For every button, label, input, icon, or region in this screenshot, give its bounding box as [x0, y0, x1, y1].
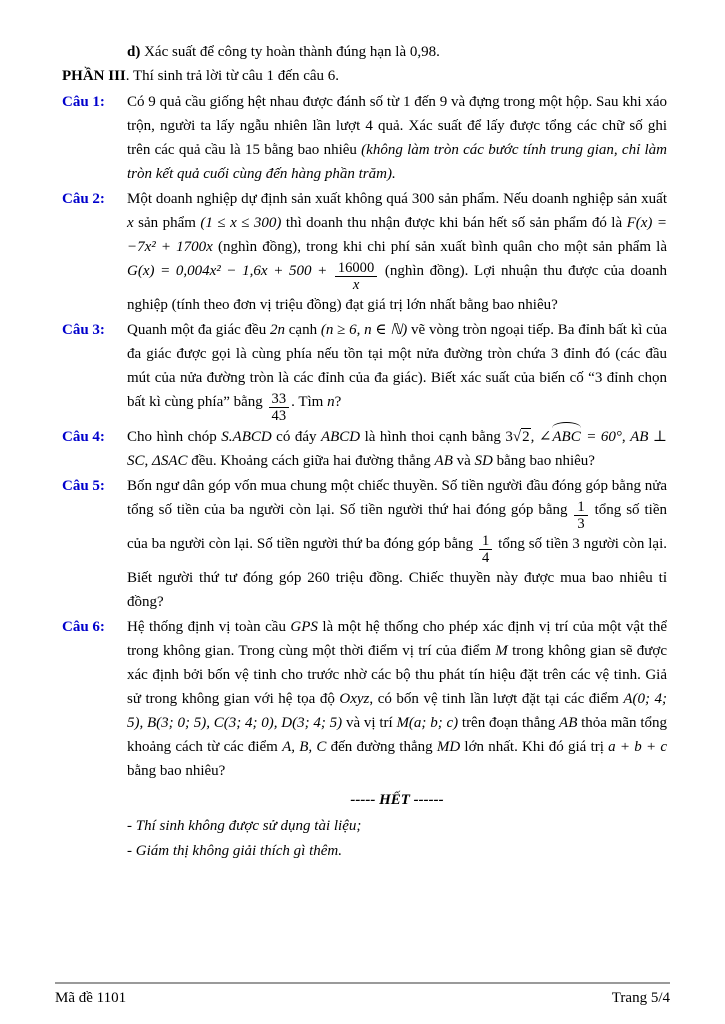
- text-segment: Một doanh nghiệp dự định sản xuất không quá 300 sản phẩm. Nếu doanh nghiệp sản xuất: [127, 191, 667, 207]
- question-label: Câu 4:: [62, 429, 105, 446]
- italic-segment: (không làm tròn các bước tính trung gian, chỉ làm tròn kết quả cuối cùng đến hàng phần trăm).: [127, 142, 668, 182]
- fraction-numerator: 1: [482, 532, 490, 549]
- statement-d: [127, 40, 667, 64]
- math-segment: G(x) = 0,004x² − 1,6x + 500 +: [127, 263, 333, 279]
- text-segment: sản phẩm: [133, 215, 201, 231]
- fraction: [333, 260, 379, 294]
- question-body: [127, 425, 667, 473]
- question-row: [62, 615, 667, 783]
- text-segment: ?: [334, 394, 342, 411]
- text-segment: (nghìn đồng), trong khi chi phí sản xuất bình quân cho một sản phẩm là: [212, 239, 667, 255]
- text-segment: Cho hình chóp: [127, 429, 222, 446]
- fraction-numerator: 16000: [337, 259, 375, 276]
- math-segment: = 60°: [581, 429, 622, 446]
- radicand: 2: [522, 429, 530, 446]
- question-label: Câu 1:: [62, 94, 105, 110]
- note-2: - Giám thị không giải thích gì thêm.: [127, 843, 342, 860]
- text-segment: (nghìn đồng). Lợi nhuận thu được của doanh nghiệp (tính theo đơn vị triệu đồng) đạt giá trị lớn nhất bằng bao nhiêu?: [127, 263, 667, 314]
- part-header-rest: . Thí sinh trả lời từ câu 1 đến câu 6.: [125, 68, 340, 84]
- part-header: [62, 64, 667, 88]
- fraction-denominator: 3: [574, 515, 587, 532]
- angle-arc-expression: ∠ABC: [539, 429, 582, 445]
- math-segment: ABCD: [320, 429, 361, 446]
- end-marker: ----- HẾT ------: [350, 792, 444, 809]
- math-segment: ,: [530, 429, 539, 446]
- text-segment: trên đoạn thẳng: [458, 715, 560, 732]
- math-segment: (n ≥ 6, n ∈ ℕ): [320, 322, 408, 339]
- text-segment: lớn nhất. Khi đó giá trị: [460, 739, 609, 756]
- footer-exam-code: Mã đề 1101: [55, 990, 127, 1006]
- text-segment: ,: [144, 453, 153, 470]
- text-segment: tổng số tiền của ba người còn lại. Số tiền người thứ ba đóng góp bằng: [127, 502, 667, 553]
- math-segment: GPS: [290, 619, 318, 636]
- question-label: Câu 5:: [62, 478, 105, 495]
- footer-page-number: Trang 5/4: [611, 990, 670, 1006]
- question-row: [62, 318, 667, 424]
- text-segment: , có bốn vệ tinh lần lượt đặt tại các điểm: [369, 691, 624, 708]
- text-segment: Hệ thống định vị toàn cầu: [127, 619, 291, 636]
- math-segment: Oxyz: [339, 691, 370, 708]
- text-segment: cạnh: [284, 322, 321, 339]
- text-segment: thỏa mãn tổng khoảng cách từ các điểm: [127, 715, 668, 756]
- page-footer: [55, 982, 670, 1008]
- math-segment: AB ⊥ SC: [127, 429, 667, 470]
- fraction: [267, 391, 292, 425]
- math-segment: AB: [559, 715, 578, 732]
- math-segment: n: [327, 394, 335, 411]
- fraction-numerator: 33: [271, 390, 287, 407]
- math-segment: SD: [474, 453, 493, 470]
- math-segment: x: [127, 215, 134, 231]
- fraction-denominator: 43: [269, 407, 290, 424]
- math-segment: AB: [434, 453, 453, 470]
- math-segment: M: [495, 643, 508, 660]
- sqrt-expression: 3√2: [505, 429, 530, 446]
- question-label: Câu 6:: [62, 619, 105, 636]
- text-segment: bằng bao nhiêu?: [492, 453, 595, 470]
- text-segment: là hình thoi cạnh bằng: [360, 429, 506, 446]
- fraction-denominator: 4: [479, 549, 492, 566]
- math-segment: F(x) = −7x² + 1700x: [127, 215, 668, 255]
- part-header-bold: PHẦN III: [62, 68, 126, 84]
- question-body: [127, 318, 667, 424]
- text-segment: tổng số tiền 3 người còn lại. Biết người thứ tư đóng góp 260 triệu đồng. Chiếc thuyền này được mua bao nhiêu tỉ đồng?: [127, 536, 667, 611]
- text-segment: và: [452, 453, 475, 470]
- text-segment: Bốn ngư dân góp vốn mua chung một chiếc thuyền. Số tiền người đầu đóng góp bằng nửa tổng số tiền của ba người còn lại. Số tiền người thứ hai đóng góp bằng: [127, 478, 667, 519]
- math-segment: S.ABCD: [221, 429, 272, 446]
- math-segment: MD: [436, 739, 461, 756]
- text-segment: vẽ vòng tròn ngoại tiếp. Ba đỉnh bất kì của đa giác được gọi là cùng phía nếu tồn tại một nửa đường tròn chứa 3 đỉnh đó (các đầu mút của nửa đường tròn là các đỉnh của đa giác). Biết xác suất của biến cố “3 đỉnh chọn bất kì cùng phía” bằng: [127, 322, 667, 411]
- question-body: [127, 474, 667, 614]
- math-segment: A(0; 4; 5), B(3; 0; 5), C(3; 4; 0), D(3; 4; 5): [127, 691, 668, 732]
- question-body: [127, 187, 667, 317]
- question-body: [127, 90, 667, 186]
- text-segment: là một hệ thống cho phép xác định vị trí của một vật thể trong không gian. Trong cùng một thời điểm vị trí của điểm: [127, 619, 667, 660]
- question-row: [62, 187, 667, 317]
- note-1: - Thí sinh không được sử dụng tài liệu;: [127, 818, 362, 835]
- math-segment: 2n: [269, 322, 285, 339]
- question-row: [62, 474, 667, 614]
- text-segment: ,: [621, 429, 631, 446]
- text-segment: thì doanh thu nhận được khi bán hết số sản phẩm đó là: [281, 215, 627, 231]
- fraction: [572, 499, 589, 533]
- text-segment: đều. Khoảng cách giữa hai đường thẳng: [187, 453, 435, 470]
- question-label: Câu 3:: [62, 322, 105, 339]
- fraction: [477, 533, 494, 567]
- math-segment: a + b + c: [608, 739, 667, 756]
- statement-d-label: d): [127, 44, 141, 60]
- text-segment: Có 9 quả cầu giống hệt nhau được đánh số từ 1 đến 9 và đựng trong một hộp. Sau khi xáo trộn, người ta lấy ngẫu nhiên lần lượt 4 quả. Xác suất để lấy được tổng các chữ số ghi trên các quả cầu là 15 bằng bao nhiêu: [127, 94, 667, 158]
- statement-d-text: Xác suất để công ty hoàn thành đúng hạn là 0,98.: [140, 44, 440, 60]
- math-segment: ΔSAC: [152, 453, 188, 470]
- questions: [62, 90, 667, 783]
- text-segment: có đáy: [271, 429, 321, 446]
- text-segment: trong không gian sẽ được xác định bởi bốn vệ tinh cho trước nhờ các bộ thu phát tín hiệu đặt trên các vệ tinh. Giả sử trong không gian với hệ tọa độ: [127, 643, 668, 708]
- text-segment: và vị trí: [342, 715, 397, 732]
- fraction-numerator: 1: [577, 498, 585, 515]
- question-row: [62, 425, 667, 473]
- fraction-denominator: x: [335, 276, 377, 293]
- text-segment: Quanh một đa giác đều: [127, 322, 270, 339]
- math-segment: (1 ≤ x ≤ 300): [200, 215, 282, 231]
- text-segment: bằng bao nhiêu?: [127, 763, 226, 780]
- math-segment: M(a; b; c): [396, 715, 459, 732]
- arc-capped-letters: ABC: [551, 425, 581, 449]
- radical-sign: √: [512, 429, 522, 446]
- question-row: [62, 90, 667, 186]
- math-segment: A, B, C: [282, 739, 327, 756]
- question-label: Câu 2:: [62, 191, 105, 207]
- text-segment: . Tìm: [291, 394, 328, 411]
- question-body: [127, 615, 667, 783]
- text-segment: đến đường thẳng: [326, 739, 437, 756]
